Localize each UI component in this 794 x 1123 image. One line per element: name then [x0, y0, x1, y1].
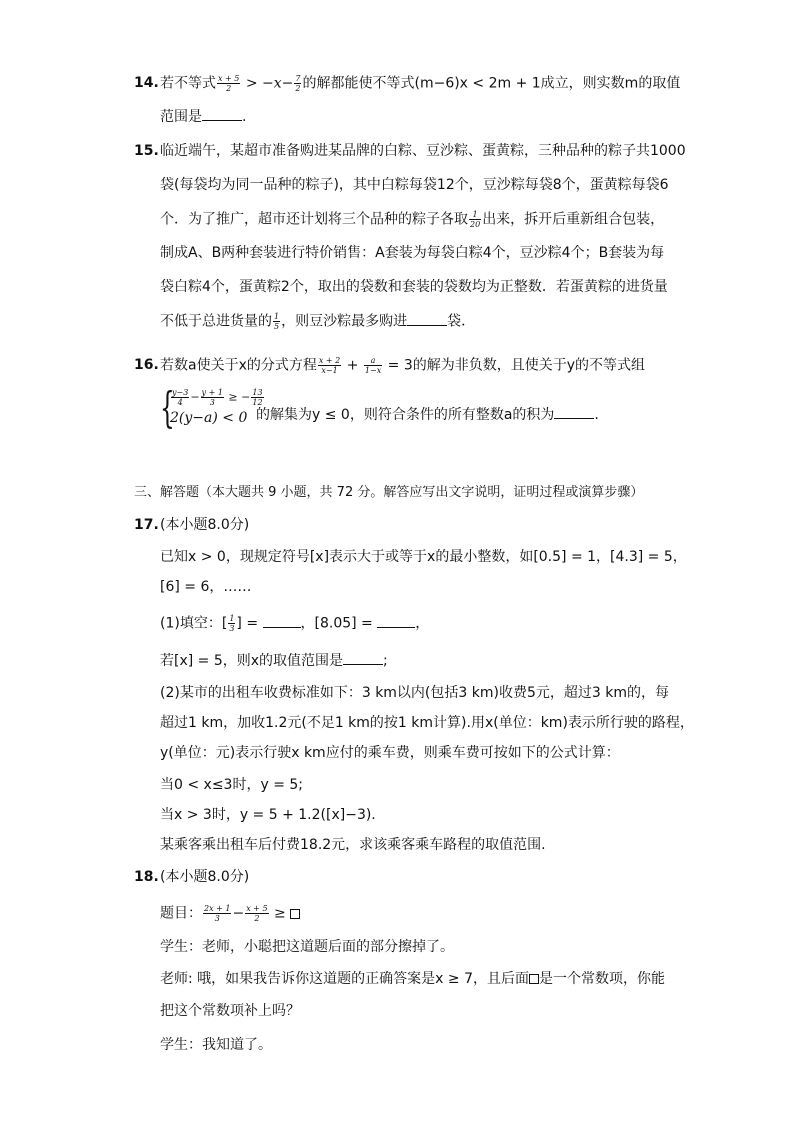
q16-fraction-2: $\frac{a}{1-x}$ [364, 356, 382, 375]
q17-line-2: [6] = 6，…… [160, 579, 252, 595]
q18-line-3: 老师: 哦，如果我告诉你这道题的正确答案是x ≥ 7，且后面 是一个常数项，你能 [160, 971, 665, 987]
q17-line-6: 超过1 km，加收1.2元(不足1 km的按1 km计算).用x(单位：km)表示所行驶的路程， [160, 715, 694, 731]
q17-line-4: 若[x] = 5，则x的取值范围是 ; [160, 653, 388, 669]
answer-blank[interactable] [407, 313, 447, 326]
q17-line-3: (1)填空：[ $\frac{1}{3}$ ] = ，[8.05] = ， [160, 614, 430, 633]
q18-line-4: 把这个常数项补上吗？ [160, 1003, 300, 1019]
q18-score: (本小题8.0分) [160, 869, 250, 885]
q15-fraction-1: $\frac{1}{20}$ [470, 210, 481, 229]
question-number-14: 14. [134, 75, 159, 91]
inequality-system [160, 383, 263, 432]
q18-fraction-2: $\frac{x + 5}{2}$ [246, 904, 268, 923]
answer-blank[interactable] [202, 108, 242, 121]
q15-line-1: 临近端午，某超市准备购进某品牌的白粽、豆沙粽、蛋黄粽，三种品种的粽子共1000 [160, 143, 686, 159]
q14-text: 若不等式 [160, 75, 216, 92]
answer-blank[interactable] [343, 652, 383, 665]
q17-line-7: y(单位：元)表示行驶x km应付的乘车费，则乘车费可按如下的公式计算： [160, 745, 620, 761]
q15-line-5: 袋白粽4个，蛋黄粽2个，取出的袋数和套装的袋数均为正整数．若蛋黄粽的进货量 [160, 279, 668, 295]
q14-text-cont: 的解都能使不等式(m−6)x < 2m + 1成立，则实数m的取值 [302, 75, 681, 92]
q17-line-5: (2)某市的出租车收费标准如下：3 km以内(包括3 km)收费5元，超过3 km的，每 [160, 685, 669, 701]
q18-line-2: 学生：老师，小聪把这道题后面的部分擦掉了。 [160, 939, 454, 955]
q14-fraction-1: $\frac{x + 5}{2}$ [218, 74, 240, 93]
question-number-17: 17. [134, 517, 159, 533]
system-row-1: $\frac{y-3}{4}$ − $\frac{y + 1}{3}$ ≥ − $\frac{13}{12}$ [172, 388, 263, 407]
q17-line-8: 当0 < x≤3时，y = 5; [160, 777, 304, 793]
q14-line-2: 范围是 . [160, 109, 247, 125]
q18-line-5: 学生：我知道了。 [160, 1037, 272, 1053]
q17-score: (本小题8.0分) [160, 517, 250, 533]
q14-inequality: > −x− [241, 75, 294, 92]
q17-line-9: 当x > 3时，y = 5 + 1.2([x]−3). [160, 807, 376, 823]
question-number-15: 15. [134, 143, 159, 159]
q17-line-1: 已知x > 0，现规定符号[x]表示大于或等于x的最小整数，如[0.5] = 1，[4.3] = 5， [160, 549, 687, 565]
answer-blank[interactable] [263, 615, 301, 628]
q17-fraction: $\frac{1}{3}$ [229, 614, 235, 633]
q14-line-1 [160, 74, 680, 93]
answer-blank[interactable] [554, 406, 594, 419]
q15-fraction-2: $\frac{1}{5}$ [274, 312, 280, 331]
question-number-16: 16. [134, 357, 159, 373]
q15-line-2: 袋(每袋均为同一品种的粽子)，其中白粽每袋12个，豆沙粽每袋8个，蛋黄粽每袋6 [160, 177, 669, 193]
q15-line-6: 不低于总进货量的 $\frac{1}{5}$ ，则豆沙粽最多购进 袋． [160, 312, 476, 331]
question-number-18: 18. [134, 869, 159, 885]
left-brace: { [160, 383, 175, 432]
q15-line-3: 个．为了推广，超市还计划将三个品种的粽子各取 $\frac{1}{20}$ 出来，拆开后重新组合包装， [160, 210, 665, 229]
q17-line-10: 某乘客乘出租车后付费18.2元，求该乘客乘车路程的取值范围. [160, 837, 546, 853]
placeholder-square-icon [529, 974, 539, 984]
q15-line-4: 制成A、B两种套装进行特价销售：A套装为每袋白粽4个，豆沙粽4个；B套装为每 [160, 245, 665, 261]
section-heading: 三、解答题（本大题共 9 小题，共 72 分。解答应写出文字说明，证明过程或演算步骤） [134, 485, 644, 500]
q16-fraction-1: $\frac{x + 2}{x-1}$ [318, 356, 341, 375]
answer-blank[interactable] [377, 615, 415, 628]
q18-fraction-1: $\frac{2x + 1}{3}$ [204, 904, 231, 923]
q16-line-1: 若数a使关于x的分式方程 $\frac{x + 2}{x-1}$ + $\frac{a}{1-x}$ = 3的解为非负数，且使关于y的不等式组 [160, 356, 646, 375]
placeholder-square-icon [290, 909, 300, 919]
system-row-2: 2(y−a) < 0 [170, 410, 248, 426]
q16-line-2: 的解集为y ≤ 0，则符合条件的所有整数a的积为 . [256, 407, 599, 423]
q18-line-1: 题目： $\frac{2x + 1}{3}$ − $\frac{x + 5}{2}$ ≥ [160, 904, 300, 923]
q14-fraction-2: $\frac{7}{2}$ [295, 74, 301, 93]
